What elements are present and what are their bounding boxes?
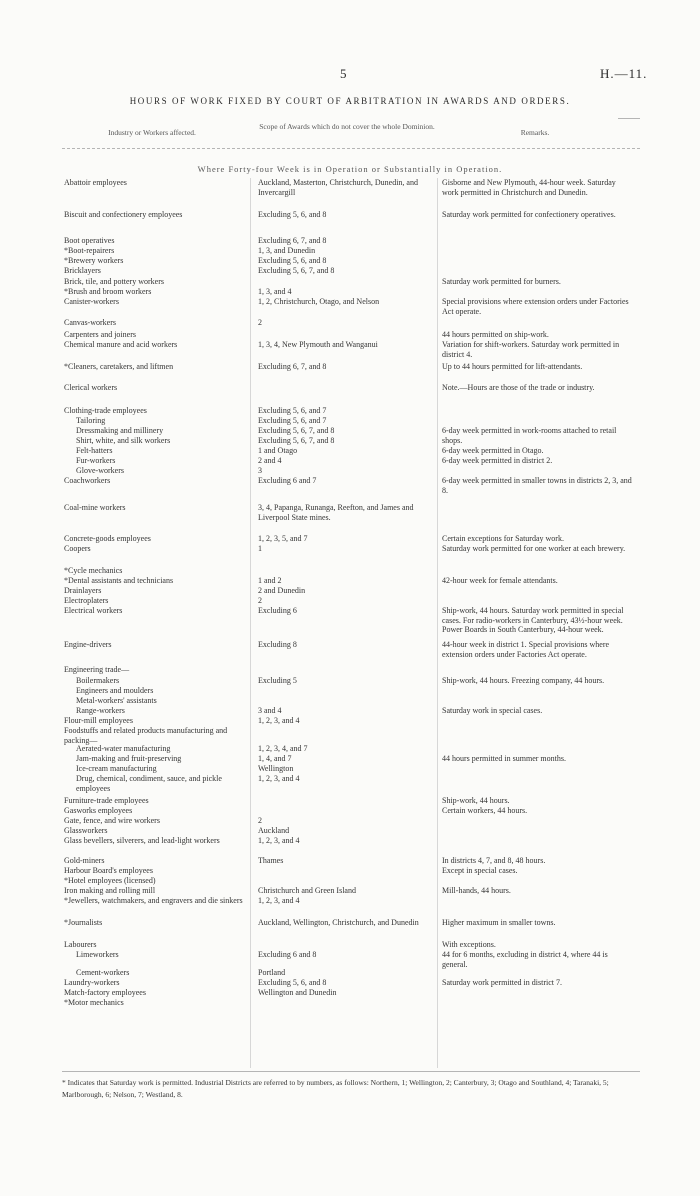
industry-cell: Furniture-trade employees <box>64 796 149 805</box>
industry-cell: Gold-miners <box>64 856 105 865</box>
industry-cell: Limeworkers <box>76 950 119 959</box>
scope-cell: Excluding 6, 7, and 8 <box>258 362 327 371</box>
industry-cell: *Brush and broom workers <box>64 287 152 296</box>
scope-cell: 3, 4, Papanga, Runanga, Reefton, and James and Liverpool State mines. <box>258 503 414 522</box>
remarks-cell: Ship-work, 44 hours. <box>442 796 510 805</box>
remarks-cell: 6-day week permitted in work-rooms attached to retail shops. <box>442 426 617 445</box>
scope-cell: 2 and Dunedin <box>258 586 306 595</box>
industry-cell: Shirt, white, and silk workers <box>76 436 171 445</box>
scope-cell: Excluding 5, 6, and 8 <box>258 978 327 987</box>
industry-cell: *Cycle mechanics <box>64 566 123 575</box>
column-header-remarks: Remarks. <box>520 128 550 137</box>
remarks-cell: Mill-hands, 44 hours. <box>442 886 511 895</box>
industry-cell: Carpenters and joiners <box>64 330 136 339</box>
industry-cell: Glove-workers <box>76 466 124 475</box>
industry-cell: Ice-cream manufacturing <box>76 764 157 773</box>
industry-cell: *Hotel employees (licensed) <box>64 876 156 885</box>
remarks-cell: 44 hours permitted in summer months. <box>442 754 566 763</box>
scope-cell: 2 <box>258 596 262 605</box>
industry-cell: Canvas-workers <box>64 318 116 327</box>
remarks-cell: Certain workers, 44 hours. <box>442 806 528 815</box>
remarks-cell: Saturday work permitted for burners. <box>442 277 561 286</box>
remarks-cell: Except in special cases. <box>442 866 518 875</box>
scope-cell: Excluding 5, 6, and 8 <box>258 210 327 219</box>
industry-cell: *Motor mechanics <box>64 998 124 1007</box>
industry-cell: Drainlayers <box>64 586 102 595</box>
scope-cell: 2 <box>258 318 262 327</box>
scope-cell: Excluding 5, 6, 7, and 8 <box>258 426 335 435</box>
industry-cell: Cement-workers <box>76 968 130 977</box>
remarks-cell: Saturday work in special cases. <box>442 706 543 715</box>
scope-cell: 1 <box>258 544 262 553</box>
document-reference: H.—11. <box>600 66 648 81</box>
remarks-cell: Note.—Hours are those of the trade or industry. <box>442 383 595 392</box>
industry-cell: Clothing-trade employees <box>64 406 147 415</box>
industry-cell: Boot operatives <box>64 236 115 245</box>
remarks-cell: In districts 4, 7, and 8, 48 hours. <box>442 856 546 865</box>
industry-cell: *Brewery workers <box>64 256 124 265</box>
industry-cell: Canister-workers <box>64 297 119 306</box>
scope-cell: Portland <box>258 968 286 977</box>
industry-cell: Match-factory employees <box>64 988 146 997</box>
scope-cell: Excluding 8 <box>258 640 297 649</box>
industry-cell: *Boot-repairers <box>64 246 115 255</box>
scope-cell: Auckland, Wellington, Christchurch, and Dunedin <box>258 918 419 927</box>
remarks-cell: Ship-work, 44 hours. Saturday work permitted in special cases. For radio-workers in Canterbury, 43½-hour week. Power Boards in South Canterbury, 44-hour week. <box>442 606 624 634</box>
scope-cell: Auckland, Masterton, Christchurch, Dunedin, and Invercargill <box>258 178 418 197</box>
scope-cell: Christchurch and Green Island <box>258 886 356 895</box>
scope-cell: Excluding 6, 7, and 8 <box>258 236 327 245</box>
industry-cell: Iron making and rolling mill <box>64 886 156 895</box>
scope-cell: 1 and Otago <box>258 446 298 455</box>
footer-rule <box>62 1071 640 1072</box>
industry-cell: Gasworks employees <box>64 806 133 815</box>
industry-cell: Coachworkers <box>64 476 111 485</box>
industry-cell: Glassworkers <box>64 826 108 835</box>
remarks-cell: Saturday work permitted in district 7. <box>442 978 562 987</box>
scope-cell: 1, 4, and 7 <box>258 754 292 763</box>
remarks-cell: Saturday work permitted for confectionery operatives. <box>442 210 616 219</box>
scope-cell: Wellington and Dunedin <box>258 988 337 997</box>
industry-cell: Coal-mine workers <box>64 503 126 512</box>
scope-cell: Excluding 6 <box>258 606 297 615</box>
industry-cell: *Jewellers, watchmakers, and engravers and die sinkers <box>64 896 243 905</box>
industry-cell: Bricklayers <box>64 266 101 275</box>
remarks-cell: Higher maximum in smaller towns. <box>442 918 556 927</box>
column-header-scope: Scope of Awards which do not cover the whole Dominion. <box>259 122 435 131</box>
remarks-cell: Special provisions where extension orders under Factories Act operate. <box>442 297 629 316</box>
industry-cell: Gate, fence, and wire workers <box>64 816 160 825</box>
remarks-cell: 6-day week permitted in district 2. <box>442 456 553 465</box>
scope-cell: 1, 2, 3, and 4 <box>258 896 300 905</box>
scope-cell: Wellington <box>258 764 294 773</box>
scope-cell: 3 and 4 <box>258 706 282 715</box>
scope-cell: 2 and 4 <box>258 456 282 465</box>
industry-cell: Glass bevellers, silverers, and lead-light workers <box>64 836 220 845</box>
scope-cell: 1, 2, 3, and 4 <box>258 836 300 845</box>
industry-cell: *Journalists <box>64 918 103 927</box>
remarks-cell: Gisborne and New Plymouth, 44-hour week. Saturday work permitted in Christchurch and Dunedin. <box>442 178 616 197</box>
scope-cell: 1, 2, 3, 5, and 7 <box>258 534 308 543</box>
scope-cell: 1 and 2 <box>258 576 282 585</box>
scope-cell: 1, 3, and Dunedin <box>258 246 316 255</box>
scope-cell: 1, 3, 4, New Plymouth and Wanganui <box>258 340 378 349</box>
scope-cell: 1, 2, 3, and 4 <box>258 716 300 725</box>
industry-cell: Jam-making and fruit-preserving <box>76 754 182 763</box>
industry-cell: Biscuit and confectionery employees <box>64 210 183 219</box>
page-number: 5 <box>340 66 348 81</box>
industry-cell: Laundry-workers <box>64 978 120 987</box>
remarks-cell: Certain exceptions for Saturday work. <box>442 534 564 543</box>
scope-cell: Excluding 6 and 8 <box>258 950 317 959</box>
scope-cell: Thames <box>258 856 284 865</box>
industry-cell: Flour-mill employees <box>64 716 133 725</box>
industry-cell: Electroplaters <box>64 596 109 605</box>
industry-cell: *Cleaners, caretakers, and liftmen <box>64 362 174 371</box>
remarks-cell: 6-day week permitted in Otago. <box>442 446 544 455</box>
industry-cell: Foodstuffs and related products manufacturing and packing— <box>64 726 228 745</box>
scope-cell: Excluding 5, 6, and 8 <box>258 256 327 265</box>
industry-cell: Boilermakers <box>76 676 120 685</box>
scope-cell: 1, 3, and 4 <box>258 287 292 296</box>
industry-cell: Tailoring <box>76 416 106 425</box>
section-title: Where Forty-four Week is in Operation or Substantially in Operation. <box>197 164 503 174</box>
scope-cell: Excluding 5, 6, 7, and 8 <box>258 266 335 275</box>
industry-cell: Fur-workers <box>76 456 116 465</box>
scope-cell: 1, 2, Christchurch, Otago, and Nelson <box>258 297 380 306</box>
industry-cell: Metal-workers' assistants <box>76 696 157 705</box>
remarks-cell: 44 hours permitted on ship-work. <box>442 330 549 339</box>
industry-cell: Brick, tile, and pottery workers <box>64 277 164 286</box>
industry-cell: Concrete-goods employees <box>64 534 151 543</box>
page-title: HOURS OF WORK FIXED BY COURT OF ARBITRATION IN AWARDS AND ORDERS. <box>129 96 571 106</box>
scope-cell: Auckland <box>258 826 290 835</box>
scope-cell: 1, 2, 3, and 4 <box>258 774 300 783</box>
industry-cell: Range-workers <box>76 706 125 715</box>
scope-cell: Excluding 6 and 7 <box>258 476 317 485</box>
scope-cell: Excluding 5, 6, 7, and 8 <box>258 436 335 445</box>
scope-cell: Excluding 5, 6, and 7 <box>258 406 327 415</box>
scope-cell: Excluding 5, 6, and 7 <box>258 416 327 425</box>
scope-cell: 3 <box>258 466 262 475</box>
industry-cell: Engineering trade— <box>64 665 130 674</box>
remarks-cell: 44-hour week in district 1. Special provisions where extension orders under Factories Act operate. <box>442 640 610 659</box>
industry-cell: Harbour Board's employees <box>64 866 153 875</box>
scope-cell: 2 <box>258 816 262 825</box>
industry-cell: Aerated-water manufacturing <box>76 744 171 753</box>
remarks-cell: 42-hour week for female attendants. <box>442 576 558 585</box>
remarks-cell: 6-day week permitted in smaller towns in districts 2, 3, and 8. <box>442 476 632 495</box>
industry-cell: *Dental assistants and technicians <box>64 576 174 585</box>
industry-cell: Clerical workers <box>64 383 118 392</box>
industry-cell: Engine-drivers <box>64 640 112 649</box>
industry-cell: Coopers <box>64 544 91 553</box>
scope-cell: 1, 2, 3, 4, and 7 <box>258 744 308 753</box>
industry-cell: Engineers and moulders <box>76 686 154 695</box>
footnote: * Indicates that Saturday work is permitted. Industrial Districts are referred to by numbers, as follows: Northern, 1; Wellington, 2; Canterbury, 3; Otago and Southland, 4; Taranaki, 5; Marlborough, 6; Nelson, 7; Westland, 8. <box>62 1078 609 1099</box>
remarks-cell: Variation for shift-workers. Saturday work permitted in district 4. <box>442 340 620 359</box>
industry-cell: Chemical manure and acid workers <box>64 340 178 349</box>
industry-cell: Drug, chemical, condiment, sauce, and pickle employees <box>76 774 222 793</box>
remarks-cell: With exceptions. <box>442 940 496 949</box>
scope-cell: Excluding 5 <box>258 676 297 685</box>
industry-cell: Dressmaking and millinery <box>76 426 164 435</box>
remarks-cell: Ship-work, 44 hours. Freezing company, 44 hours. <box>442 676 605 685</box>
industry-cell: Felt-hatters <box>76 446 113 455</box>
remarks-cell: Up to 44 hours permitted for lift-attendants. <box>442 362 583 371</box>
industry-cell: Abattoir employees <box>64 178 127 187</box>
remarks-cell: Saturday work permitted for one worker at each brewery. <box>442 544 626 553</box>
remarks-cell: 44 for 6 months, excluding in district 4, where 44 is general. <box>442 950 608 969</box>
column-header-industry: Industry or Workers affected. <box>108 128 196 137</box>
industry-cell: Electrical workers <box>64 606 123 615</box>
industry-cell: Labourers <box>64 940 97 949</box>
